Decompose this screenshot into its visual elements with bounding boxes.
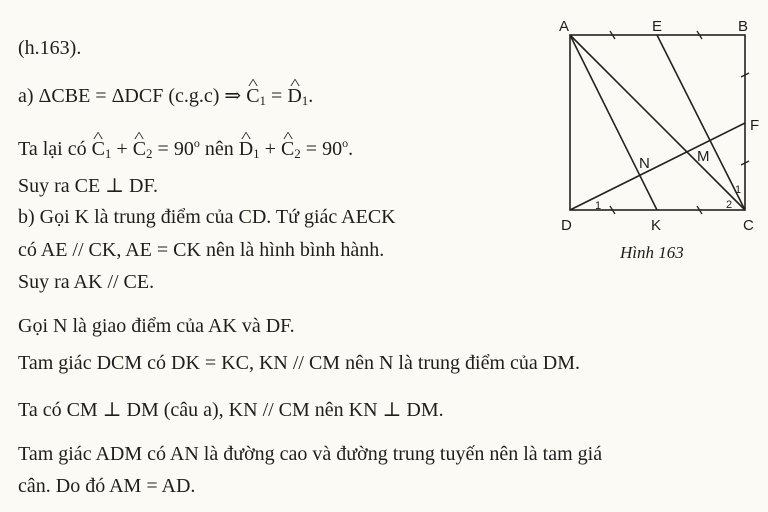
degree-mark: o [193,136,200,150]
angle-index: 2 [294,146,301,161]
angle-c2 [133,137,153,166]
text-line-4: Suy ra CE ⊥ DF. [18,175,158,197]
geometry-figure [555,15,765,240]
angle-d1 [239,137,260,166]
angle-index: 1 [259,93,267,108]
text-segment: Ta lại có [18,138,92,160]
text-segment: . [308,85,314,107]
degree-mark: o [342,136,349,150]
text-segment: nên [199,138,239,160]
angle-c1 [246,84,266,113]
angle-mark-d1: 1 [595,200,602,212]
text-segment: = 90 [300,138,343,160]
angle-index: 1 [253,146,260,161]
segment-ec [657,35,745,210]
label-m: M [697,148,710,165]
figure-caption: Hình 163 [620,243,684,262]
angle-index: 1 [301,93,309,108]
label-b: B [738,18,749,35]
angle-d1 [287,84,308,113]
text-line-3 [18,131,353,166]
angle-c1 [92,137,112,166]
segment-df [570,123,745,210]
text-segment: a) ΔCBE = ΔDCF (c.g.c) ⇒ [18,85,247,107]
text-line-12: cân. Do đó AM = AD. [18,475,196,497]
text-segment: + [111,138,133,160]
angle-letter: ^ C [281,137,294,161]
label-d: D [561,217,572,234]
segment-ac [570,35,745,210]
text-segment: . [348,138,354,160]
label-c: C [743,217,754,234]
label-e: E [652,18,663,35]
angle-mark-c1: 1 [735,184,742,196]
angle-labels [595,184,741,212]
angle-index: 1 [104,146,112,161]
text-line-10: Ta có CM ⊥ DM (câu a), KN // CM nên KN ⊥ DM. [18,399,444,421]
label-a: A [559,18,570,35]
text-segment: = [266,85,288,107]
angle-c2 [281,137,301,166]
angle-letter: ^ C [133,137,146,161]
text-line-11: Tam giác ADM có AN là đường cao và đường trung tuyến nên là tam giá [18,443,603,465]
angle-letter: ^ C [92,137,105,161]
angle-letter: ^ D [239,137,253,161]
text-line-8: Gọi N là giao điểm của AK và DF. [18,315,295,337]
angle-letter: ^ C [246,84,259,108]
text-segment: + [259,138,281,160]
text-line-1: (h.163). [18,37,82,59]
text-segment: = 90 [152,138,194,160]
text-line-2 [18,84,313,113]
segment-ak [570,35,657,210]
tick-marks [610,31,749,214]
text-line-9: Tam giác DCM có DK = KC, KN // CM nên N là trung điểm của DM. [18,352,581,374]
angle-index: 2 [146,146,153,161]
label-k: K [651,217,662,234]
angle-letter: ^ D [287,84,301,108]
label-n: N [639,155,650,172]
text-line-5: b) Gọi K là trung điểm của CD. Tứ giác AECK [18,206,396,228]
text-line-7: Suy ra AK // CE. [18,271,155,293]
text-line-6: có AE // CK, AE = CK nên là hình bình hành. [18,239,385,261]
angle-mark-c2: 2 [726,199,733,211]
label-f: F [750,117,760,134]
